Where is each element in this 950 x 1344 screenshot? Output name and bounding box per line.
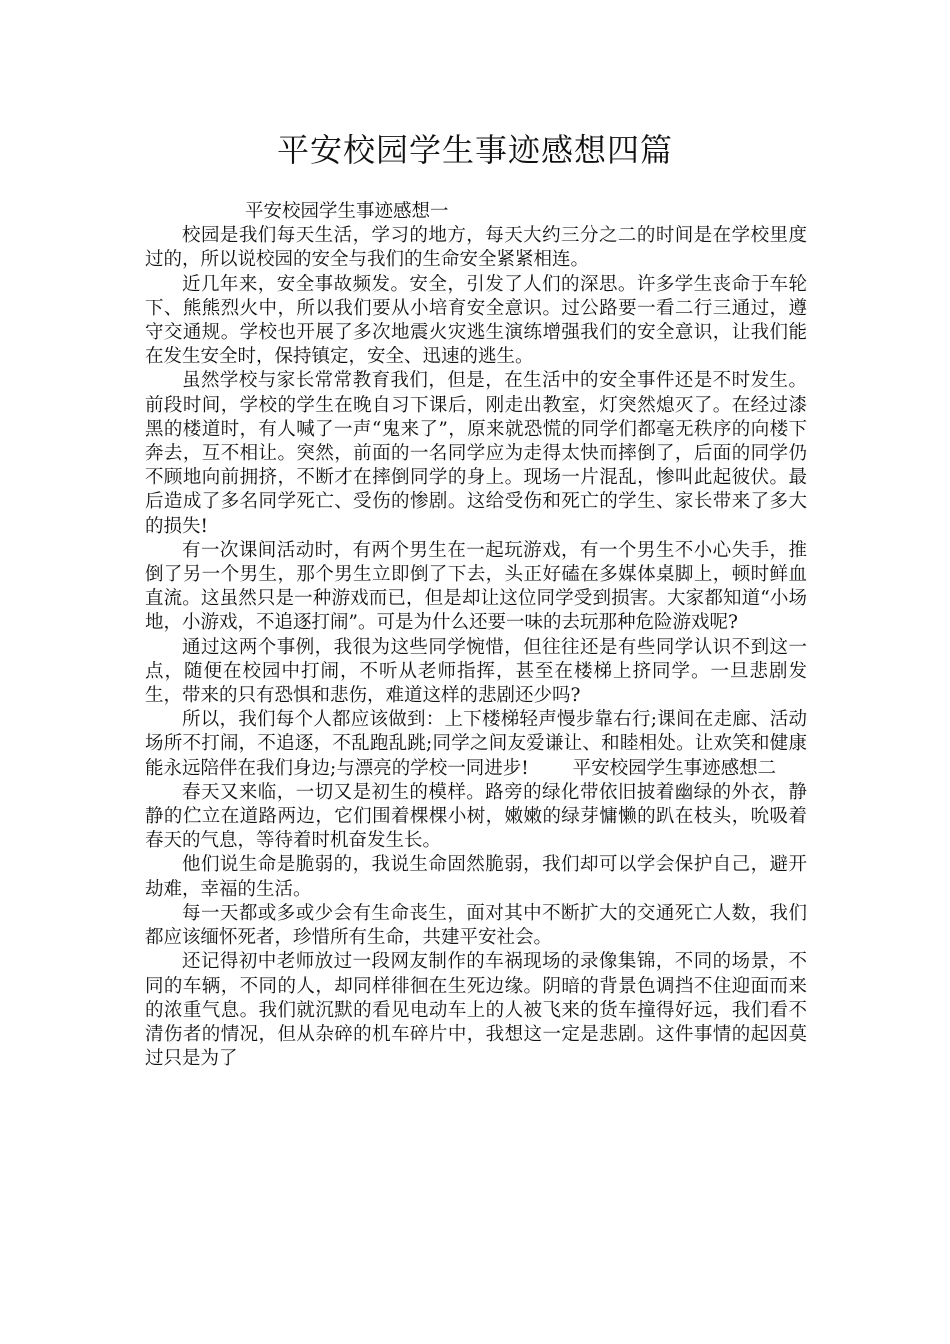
paragraph-3: 虽然学校与家长常常教育我们，但是，在生活中的安全事件还是不时发生。前段时间，学校的学生在晚自习下课后，刚走出教室，灯突然熄灭了。在经过漆黑的楼道时，有人喊了一声“鬼来了”，原来就恐慌的同学们都毫无秩序的向楼下奔去，互不相让。突然，前面的一名同学应为走得太快而摔倒了，后面的同学仍不顾地向前拥挤，不断才在摔倒同学的身上。现场一片混乱，惨叫此起彼伏。最后造成了多名同学死亡、受伤的惨剧。这给受伤和死亡的学生、家长带来了多大的损失!	[145, 370, 807, 537]
paragraph-2: 近几年来，安全事故频发。安全，引发了人们的深思。许多学生丧命于车轮下、熊熊烈火中，所以我们要从小培育安全意识。过公路要一看二行三通过，遵守交通规。学校也开展了多次地震火灾逃生演练增强我们的安全意识，让我们能在发生安全时，保持镇定，安全、迅速的逃生。	[145, 273, 807, 368]
paragraph-6-text: 所以，我们每个人都应该做到：上下楼梯轻声慢步靠右行;课间在走廊、活动场所不打闹，不追逐，不乱跑乱跳;同学之间友爱谦让、和睦相处。让欢笑和健康能永远陪伴在我们身边;与漂亮的学校一同进步!	[145, 709, 807, 779]
paragraph-10: 还记得初中老师放过一段网友制作的车祸现场的录像集锦，不同的场景，不同的车辆，不同的人，却同样徘徊在生死边缘。阴暗的背景色调挡不住迎面而来的浓重气息。我们就沉默的看见电动车上的人被飞来的货车撞得好远，我们看不清伤者的情况，但从杂碎的机车碎片中，我想这一定是悲剧。这件事情的起因莫过只是为了	[145, 951, 807, 1070]
paragraph-5: 通过这两个事例，我很为这些同学惋惜，但往往还是有些同学认识不到这一点，随便在校园中打闹，不听从老师指挥，甚至在楼梯上挤同学。一旦悲剧发生，带来的只有恐惧和悲伤，难道这样的悲剧还少吗?	[145, 636, 807, 707]
section-heading-1: 平安校园学生事迹感想一	[245, 201, 449, 222]
document-title: 平安校园学生事迹感想四篇	[276, 131, 673, 169]
paragraph-9: 每一天都或多或少会有生命丧生，面对其中不断扩大的交通死亡人数，我们都应该缅怀死者，珍惜所有生命，共建平安社会。	[145, 902, 807, 949]
document-body	[145, 200, 807, 1071]
paragraph-6	[145, 708, 807, 781]
paragraph-8: 他们说生命是脆弱的，我说生命固然脆弱，我们却可以学会保护自己，避开劫难，幸福的生活。	[145, 854, 807, 900]
paragraph-1: 校园是我们每天生活，学习的地方，每天大约三分之二的时间是在学校里度过的，所以说校园的安全与我们的生命安全紧紧相连。	[145, 225, 807, 271]
paragraph-7: 春天又来临，一切又是初生的模样。路旁的绿化带依旧披着幽绿的外衣，静静的伫立在道路两边，它们围着棵棵小树，嫩嫩的绿芽慵懒的趴在枝头，吮吸着春天的气息，等待着时机奋发生长。	[145, 781, 807, 852]
paragraph-4: 有一次课间活动时，有两个男生在一起玩游戏，有一个男生不小心失手，推倒了另一个男生，那个男生立即倒了下去，头正好磕在多媒体桌脚上，顿时鲜血直流。这虽然只是一种游戏而已，但是却让这位同学受到损害。大家都知道“小场地，小游戏，不追逐打闹”。可是为什么还要一味的去玩那种危险游戏呢?	[145, 539, 807, 634]
section-heading-2: 平安校园学生事迹感想二	[572, 757, 777, 779]
